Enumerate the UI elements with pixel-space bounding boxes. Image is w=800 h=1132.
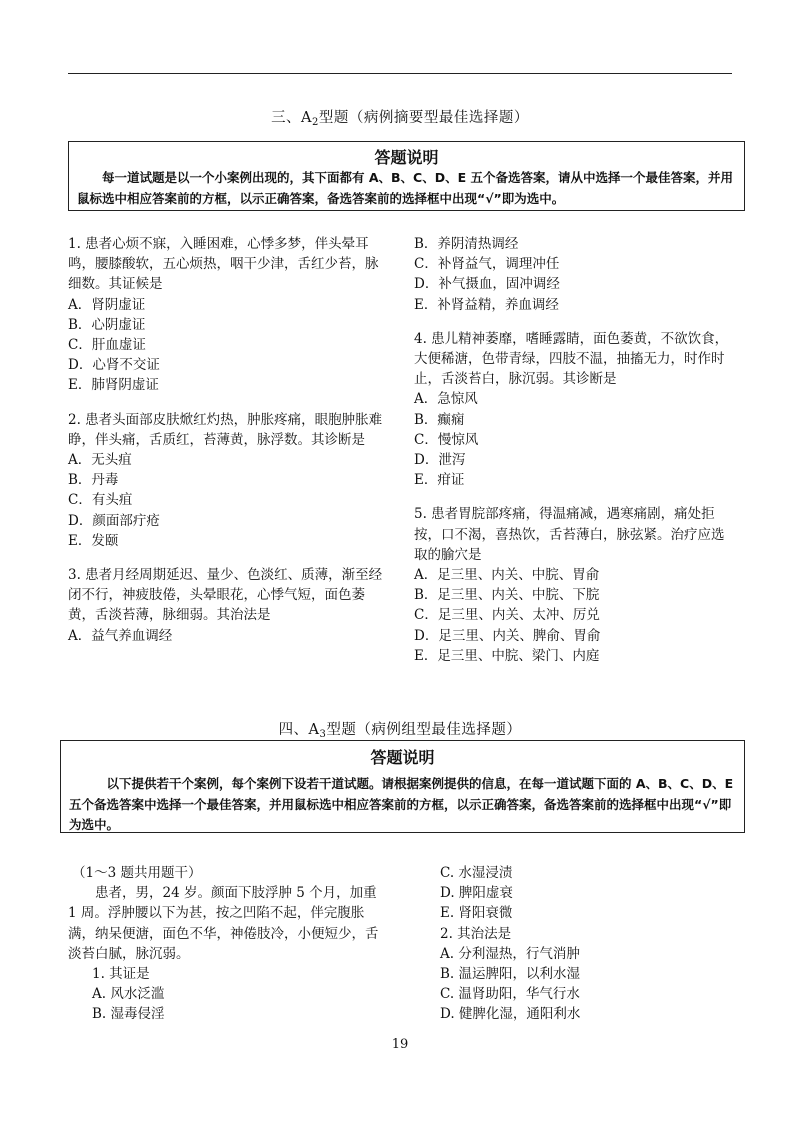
option-a[interactable]: A. 分利湿热，行气消肿 (440, 945, 580, 962)
question-3-continued (414, 234, 732, 315)
option-e[interactable]: E．足三里、中脘、梁门、内庭 (414, 647, 600, 664)
option-a[interactable]: A．益气养血调经 (68, 627, 173, 644)
option-c[interactable]: C．补肾益气，调理冲任 (414, 256, 560, 273)
case-text: 患者，男，24 岁。颜面下肢浮肿 5 个月，加重 1 周。浮肿腰以下为甚，按之凹陷不起，伴完腹胀满，纳呆便溏，面色不华，神倦肢冷，小便短少，舌淡苔白腻，脉沉弱。 (68, 885, 379, 962)
instruction-text: 每一道试题是以一个小案例出现的，其下面都有 A、B、C、D、E 五个备选答案，请从中选择一个最佳答案，并用鼠标选中相应答案前的方框，以示正确答案，备选答案前的选择框中出现“√”即为选中。 (77, 170, 733, 206)
question-3 (68, 565, 383, 646)
option-d[interactable]: D．泄泻 (414, 452, 466, 469)
option-b[interactable]: B．足三里、内关、中脘、下脘 (414, 587, 600, 604)
question-stem: 5. 患者胃脘部疼痛，得温痛减，遇寒痛剧，痛处拒按，口不渴，喜热饮，舌苔薄白，脉弦紧。治疗应选取的腧穴是 (414, 506, 725, 563)
option-b[interactable]: B．丹毒 (68, 472, 119, 489)
option-b[interactable]: B．心阴虚证 (68, 316, 146, 333)
option-d[interactable]: D．补气摄血，固冲调经 (414, 276, 560, 293)
question-2 (68, 410, 383, 551)
question-stem: 3. 患者月经周期延迟、量少、色淡红、质薄，渐至经闭不行，神疲肢倦，头晕眼花，心悸气短，面色萎黄，舌淡苔薄，脉细弱。其治法是 (68, 567, 383, 624)
option-e[interactable]: E．疳证 (414, 472, 465, 489)
option-a[interactable]: A．急惊风 (414, 391, 478, 408)
question-5 (414, 504, 732, 666)
option-c[interactable]: C. 温肾助阳，华气行水 (440, 986, 580, 1003)
option-e[interactable]: E．肺肾阴虚证 (68, 377, 159, 394)
section-4-left-column (68, 863, 383, 1025)
option-d[interactable]: D．颜面部疔疮 (68, 512, 160, 529)
section-3-instruction-box (68, 141, 745, 211)
option-c[interactable]: C．肝血虚证 (68, 337, 146, 354)
option-b[interactable]: B．癫痫 (414, 411, 465, 428)
section-3-left-column (68, 234, 383, 646)
instruction-title: 答题说明 (374, 148, 439, 167)
option-d[interactable]: D. 健脾化湿，通阳利水 (440, 1006, 581, 1023)
option-c[interactable]: C．有头疽 (68, 492, 133, 509)
section-3-title: 三、$A_2$型题（病例摘要型最佳选择题） (271, 110, 529, 128)
option-c[interactable]: C．慢惊风 (414, 431, 479, 448)
section-4-title: 四、$A_3$型题（病例组型最佳选择题） (278, 722, 522, 740)
option-b[interactable]: B．养阴清热调经 (414, 236, 519, 252)
option-c[interactable]: C．足三里、内关、太冲、厉兑 (414, 607, 600, 624)
option-d[interactable]: D．心肾不交证 (68, 357, 160, 374)
section-4-right-column (440, 863, 732, 1025)
option-a[interactable]: A．足三里、内关、中脘、胃俞 (414, 567, 600, 584)
section-4-instruction-box (60, 740, 745, 833)
option-d[interactable]: D. 脾阳虚衰 (440, 885, 513, 902)
option-a[interactable]: A．肾阴虚证 (68, 296, 146, 313)
page-number: 19 (391, 1037, 409, 1052)
option-c[interactable]: C. 水湿浸渍 (440, 865, 513, 881)
instruction-title: 答题说明 (370, 748, 435, 767)
option-d[interactable]: D．足三里、内关、脾俞、胃俞 (414, 627, 601, 644)
header-rule (68, 73, 732, 74)
question-stem: 1. 患者心烦不寐，入睡困难，心悸多梦，伴头晕耳鸣，腰膝酸软，五心烦热，咽干少津，舌红少苔，脉细数。其证候是 (68, 236, 379, 293)
option-b[interactable]: B. 温运脾阳，以利水湿 (440, 966, 581, 983)
instruction-text: 以下提供若干个案例，每个案例下设若干道试题。请根据案例提供的信息，在每一道试题下面的 A、B、C、D、E 五个备选答案中选择一个最佳答案，并用鼠标选中相应答案前的方框，以示正确答案，备选答案前的选择框中出现“√”即为选中。 (69, 776, 734, 832)
option-e[interactable]: E．发颐 (68, 532, 119, 549)
option-b[interactable]: B. 湿毒侵淫 (92, 1006, 165, 1023)
question-1 (68, 234, 383, 396)
question-4 (414, 329, 732, 491)
question-stem: 2. 患者头面部皮肤焮红灼热，肿胀疼痛，眼胞肿胀难睁，伴头痛，舌质红，苔薄黄，脉浮数。其诊断是 (68, 411, 383, 448)
section-3-right-column (414, 234, 732, 666)
shared-stem-label: （1～3 题共用题干） (72, 865, 202, 881)
question-1-stem: 1. 其证是 (92, 966, 150, 983)
option-e[interactable]: E. 肾阳衰微 (440, 905, 513, 922)
question-2-stem: 2. 其治法是 (440, 925, 512, 942)
option-a[interactable]: A．无头疽 (68, 452, 132, 469)
question-stem: 4. 患儿精神萎靡，嗜睡露睛，面色萎黄，不欲饮食，大便稀溏，色带青绿，四肢不温，抽搐无力，时作时止，舌淡苔白，脉沉弱。其诊断是 (414, 330, 729, 388)
option-a[interactable]: A. 风水泛滥 (92, 986, 165, 1003)
option-e[interactable]: E．补肾益精，养血调经 (414, 296, 559, 313)
